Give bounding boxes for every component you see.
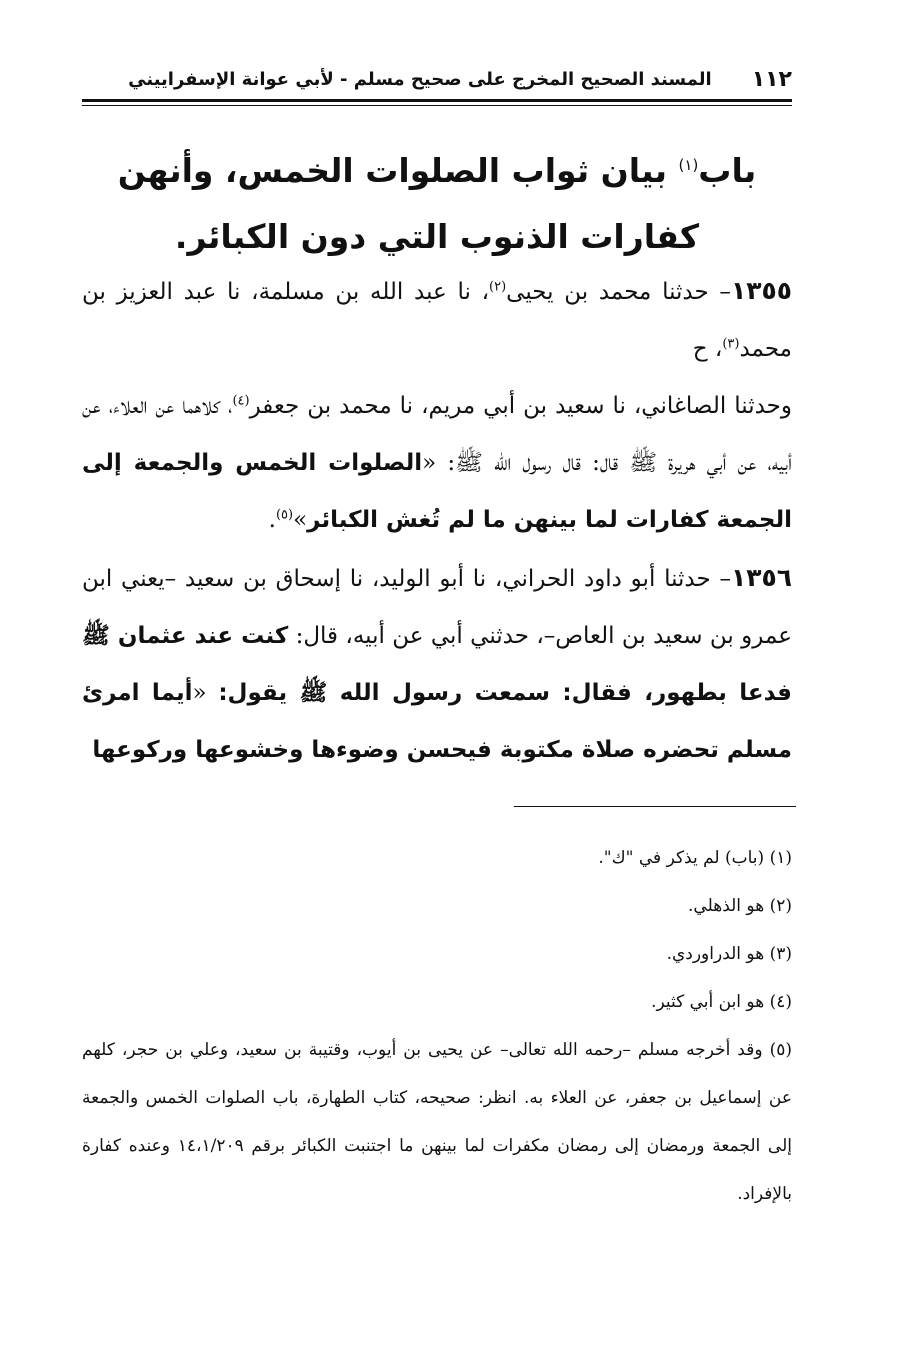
footnote-2: (٢) هو الذهلي. [688,896,792,916]
footnote-ref-4: (٤) [232,393,250,409]
hadith-1356-matn: أيما امرئ مسلم تحضره صلاة مكتوبة فيحسن وضوءها وخشوعها وركوعها [82,680,792,763]
hadith-1355-text-f: » [293,507,308,533]
hadith-1355-text-d: وحدثنا الصاغاني، نا سعيد بن أبي مريم، نا محمد بن جعفر [249,393,792,419]
main-text [82,262,792,779]
hadith-1356-text-a: – حدثنا أبو داود الحراني، نا أبو الوليد، نا إسحاق بن سعيد –يعني ابن عمرو بن سعيد بن العاص–، حدثني أبي عن أبيه، قال: [82,566,792,649]
hadith-1356-bold-a: كنت عند عثمان ﷺ فدعا بطهور، فقال: سمعت رسول الله ﷺ يقول: [82,623,792,706]
footnote-ref-2: (٢) [489,279,507,295]
footnote-5: (٥) وقد أخرجه مسلم –رحمه الله تعالى– عن يحيى بن أيوب، وقتيبة بن سعيد، وعلي بن حجر، كلهم عن إسماعيل بن جعفر، عن العلاء به. انظر: صحيحه، كتاب الطهارة، باب الصلوات الخمس والجمعة إلى الجمعة ورمضان إلى رمضان مكفرات لما بينهن ما اجتنبت الكبائر برقم ١٤،١/٢٠٩ وعنده كفارة بالإفراد. [82,1040,793,1204]
hadith-number-1355: ١٣٥٥ [730,276,792,305]
hadith-1356-text-b: « [192,680,219,706]
hadith-1355-isnad [82,262,792,378]
footnote-4: (٤) هو ابن أبي كثير. [651,992,792,1012]
footnote-ref-3: (٣) [722,336,740,352]
hadith-1355-matn: الصلوات الخمس والجمعة إلى الجمعة كفارات لما بينهن ما لم تُغش الكبائر [82,450,792,533]
footnote-separator [514,806,796,807]
running-title: المسند الصحيح المخرج على صحيح مسلم - لأبي عوانة الإسفراييني [128,68,712,90]
header-rule-thick [82,99,792,102]
chapter-title-word: باب [698,151,757,190]
hadith-1355-text-e: ، كلاهما عن العلاء، عن أبيه، عن أبي هريرة ﷺ قال: قال رسول الله ﷺ: « [82,393,792,476]
footnote-3: (٣) هو الدراوردي. [666,944,792,964]
hadith-1355-second-chain [82,378,792,549]
footnotes [82,834,792,1218]
chapter-footnote-ref: (١) [678,156,699,174]
running-header [78,62,792,96]
hadith-1355-text-g: . [268,507,276,533]
page-number: ١١٢ [751,66,792,92]
chapter-title-text: بيان ثواب الصلوات الخمس، وأنهن كفارات الذنوب التي دون الكبائر. [117,151,700,256]
hadith-number-1356: ١٣٥٦ [730,563,792,592]
hadith-1355-text-a: – حدثنا محمد بن يحيى [506,279,731,305]
footnote-ref-5: (٥) [275,507,294,523]
footnote-1: (١) (باب) لم يذكر في "ك". [598,848,792,868]
hadith-1356 [82,549,792,779]
hadith-1355-text-c: ، ح [692,336,723,362]
hadith-1355-text-b: ، نا عبد الله بن مسلمة، نا عبد العزيز بن محمد [82,279,792,362]
chapter-title [82,132,792,270]
header-rule-thin [82,105,792,106]
